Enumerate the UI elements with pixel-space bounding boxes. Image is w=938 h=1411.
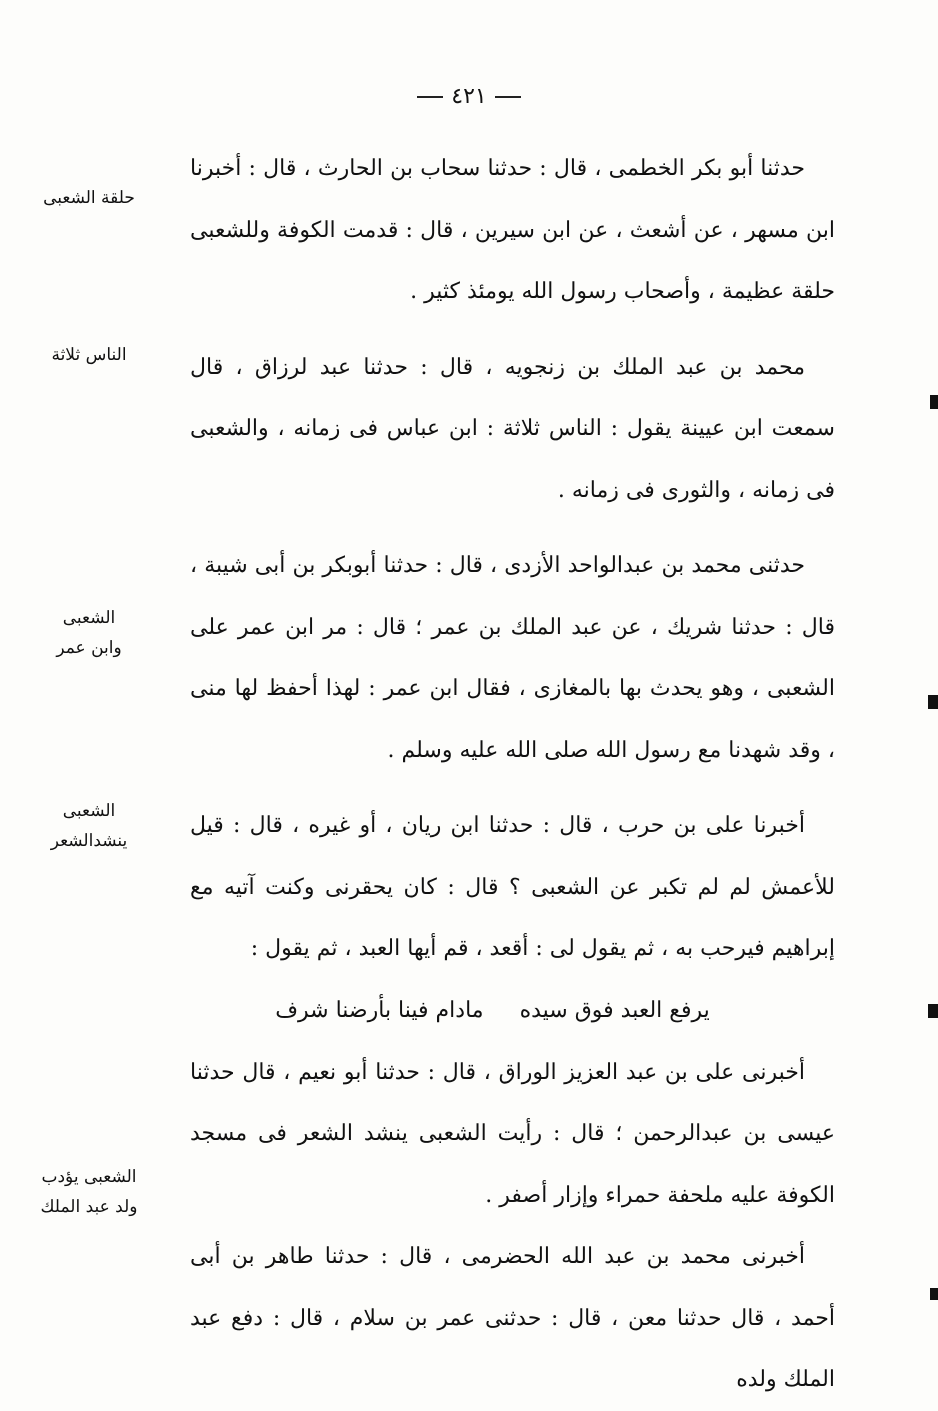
scan-edge-mark xyxy=(930,395,938,409)
margin-note-line: حلقة الشعبى xyxy=(43,188,135,208)
page-number xyxy=(0,84,938,109)
page-number-value: ٤٢١ xyxy=(451,84,487,109)
margin-note-line: ولد عبد الملك xyxy=(40,1197,138,1217)
paragraph-abd-al-malik: أخبرنى محمد بن عبد الله الحضرمى ، قال : حدثنا طاهر بن أبى أحمد ، قال حدثنا معن ، قال : حدثنى عمر بن سلام ، قال : دفع عبد الملك ولده xyxy=(190,1244,835,1392)
scan-edge-mark xyxy=(930,1288,938,1300)
margin-note-ibn-umar xyxy=(14,603,164,663)
verse-second-hemistich: مادام فينا بأرضنا شرف xyxy=(275,997,484,1023)
paragraph-halqa: حدثنا أبو بكر الخطمى ، قال : حدثنا سحاب بن الحارث ، قال : أخبرنا ابن مسهر ، عن أشعث ، عن ابن سيرين ، قال : قدمت الكوفة وللشعبى حلقة عظيمة ، وأصحاب رسول الله يومئذ كثير . xyxy=(190,156,835,304)
margin-note-poetry xyxy=(14,796,164,856)
verse-first-hemistich: يرفع العبد فوق سيده xyxy=(519,997,710,1023)
margin-note-halqa xyxy=(14,183,164,213)
paragraph-three-people: محمد بن عبد الملك بن زنجويه ، قال : حدثنا عبد لرزاق ، قال سمعت ابن عيينة يقول : الناس ثلاثة : ابن عباس فى زمانه ، والشعبى فى زمانه ، والثورى فى زمانه . xyxy=(190,354,835,503)
margin-note-line: الشعبى يؤدب xyxy=(41,1167,137,1187)
margin-note-teacher xyxy=(14,1162,164,1222)
margin-note-line: ينشدالشعر xyxy=(50,831,128,851)
margin-note-line: الشعبى xyxy=(62,801,116,821)
page-number-dash-right xyxy=(495,96,521,98)
verse-line xyxy=(190,980,835,1042)
margin-note-line: الشعبى xyxy=(62,608,116,628)
margin-note-three-people xyxy=(14,340,164,370)
margin-note-line: وابن عمر xyxy=(56,638,122,658)
paragraph-poetry-mosque: أخبرنى على بن عبد العزيز الوراق ، قال : حدثنا أبو نعيم ، قال حدثنا عيسى بن عبدالرحمن ؛ قال : رأيت الشعبى ينشد الشعر فى مسجد الكوفة عليه ملحفة حمراء وإزار أصفر . xyxy=(190,1059,835,1208)
scan-edge-mark xyxy=(928,1004,938,1018)
main-text xyxy=(190,138,835,1411)
paragraph-amash: أخبرنا على بن حرب ، قال : حدثنا ابن ريان ، أو غيره ، قال : قيل للأعمش لم لم تكبر عن الشعبى ؟ قال : كان يحقرنى وكنت آتيه مع إبراهيم فيرحب به ، ثم يقول لى : أقعد ، قم أيها العبد ، ثم يقول : xyxy=(190,813,835,961)
margin-note-line: الناس ثلاثة xyxy=(51,345,127,365)
page-number-dash-left xyxy=(417,96,443,98)
scan-edge-mark xyxy=(928,695,938,709)
paragraph-ibn-umar: حدثنى محمد بن عبدالواحد الأزدى ، قال : حدثنا أبوبكر بن أبى شيبة ، قال : حدثنا شريك ، عن عبد الملك بن عمر ؛ قال : مر ابن عمر على الشعبى ، وهو يحدث بها بالمغازى ، فقال ابن عمر : لهذا أحفظ لها منى ، وقد شهدنا مع رسول الله صلى الله عليه وسلم . xyxy=(190,553,835,763)
